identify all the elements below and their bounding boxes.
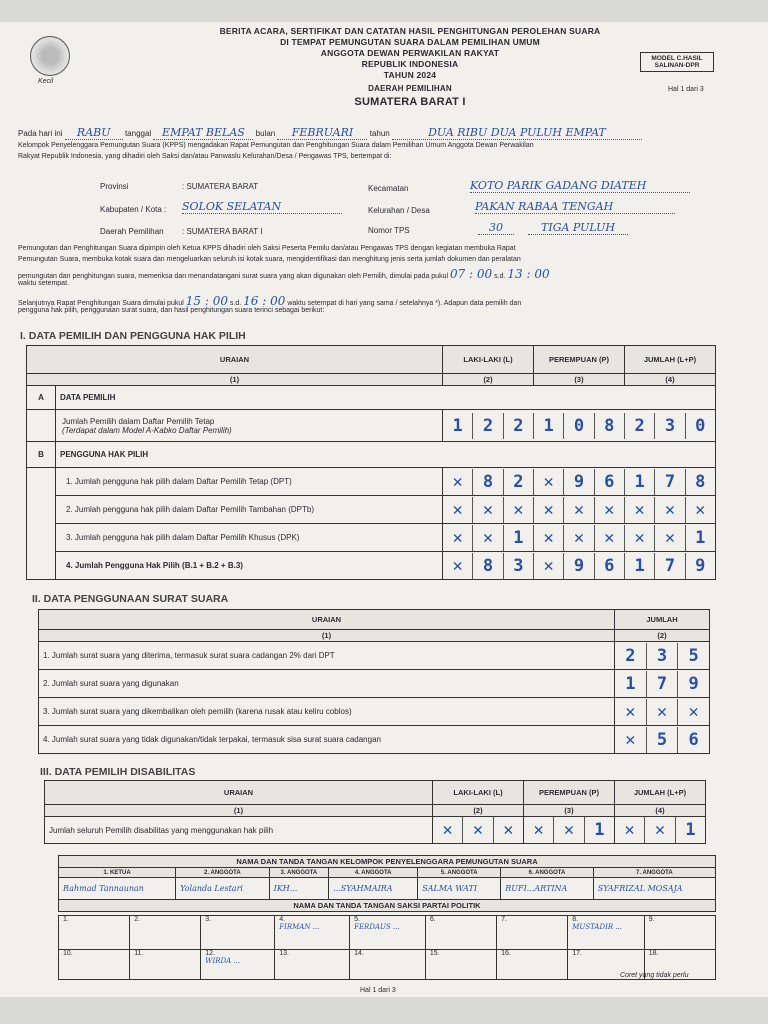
- paragraph-5-line: [18, 294, 758, 308]
- s1-b-row-4-label: 4. Jumlah Pengguna Hak Pilih (B.1 + B.2 + B.3): [56, 552, 443, 580]
- s1-b2-digit-5: ✕: [563, 497, 593, 523]
- s1-a-row: [56, 410, 443, 442]
- s1-b4-digit-3: 3: [503, 553, 533, 579]
- logo-caption: Kecil: [38, 78, 54, 85]
- paragraph-3-line: [18, 267, 758, 281]
- s2-row-1-digits: [615, 643, 709, 669]
- s1-b2-digit-7: ✕: [624, 497, 654, 523]
- saksi-cell-2: 2.: [130, 916, 201, 950]
- kecamatan-label: Kecamatan: [368, 184, 409, 193]
- s1-b1-digit-1: ✕: [452, 471, 463, 492]
- s3-col-l: LAKI-LAKI (L): [433, 781, 524, 805]
- provinsi-label: Provinsi: [100, 182, 129, 191]
- s2-row-4-digits: [615, 727, 709, 753]
- s3-num-1: (1): [45, 805, 433, 817]
- s1-b1-digit-2: 8: [472, 469, 502, 495]
- s2-num-2: (2): [615, 630, 710, 642]
- section-3-table: [44, 780, 706, 844]
- s1-a-digit-1: 1: [452, 415, 463, 436]
- kabupaten-value: SOLOK SELATAN: [182, 200, 342, 214]
- s2-row-1-label: 1. Jumlah surat suara yang diterima, termasuk surat suara cadangan 2% dari DPT: [39, 642, 615, 670]
- s1-a-digit-6: 8: [594, 413, 624, 439]
- s2-1-digit-2: 3: [646, 643, 678, 669]
- header-line-5: TAHUN 2024: [383, 70, 437, 80]
- s3-row-label: Jumlah seluruh Pemilih disabilitas yang menggunakan hak pilih: [45, 817, 433, 844]
- s2-col-jumlah: JUMLAH: [615, 610, 710, 630]
- paragraph-1: Pemungutan dan Penghitungan Suara dipimpin oleh Ketua KPPS dihadiri oleh Saksi Peserta Pemilu dan/atau Pengawas TPS dengan kegiatan membuka Rapat: [18, 245, 516, 252]
- s3-p_digits-digit-1: ✕: [533, 820, 544, 840]
- daerah-label: DAERAH PEMILIHAN: [368, 84, 452, 93]
- footer-note: Coret yang tidak perlu: [620, 972, 689, 979]
- kpps-role-6: 6. ANGGOTA: [501, 868, 594, 878]
- s1-b-row-4-digits: [443, 553, 715, 579]
- s1-a-digit-3: 2: [503, 413, 533, 439]
- s1-col-p: PEREMPUAN (P): [534, 346, 625, 374]
- s1-b2-digit-1: ✕: [452, 499, 463, 520]
- bulan-label: bulan: [255, 129, 276, 138]
- saksi-cell-9: 9.: [644, 916, 715, 950]
- s1-a-digits: [443, 413, 715, 439]
- time-start: 07 : 00: [449, 267, 493, 281]
- kpps-name-3: IKH...: [269, 878, 328, 900]
- s1-b-row-2-digits: [443, 497, 715, 523]
- s3-l-digits: [433, 817, 523, 843]
- time-count-end: 16 : 00: [243, 294, 286, 308]
- s2-3-digit-3: ✕: [677, 699, 709, 725]
- s2-row-3-digits: [615, 699, 709, 725]
- tanggal-value: EMPAT BELAS: [153, 126, 253, 140]
- hari-value: RABU: [65, 126, 123, 140]
- s1-b4-digit-2: 8: [472, 553, 502, 579]
- s1-b-letter: B: [27, 442, 56, 468]
- s1-num-2: (2): [443, 374, 534, 386]
- intro-text-1: Kelompok Penyelenggara Pemungutan Suara (KPPS) mengadakan Rapat Pemungutan dan Penghitungan Suara dalam Pemilihan Umum Anggota Dewan Perwakilan: [18, 142, 534, 149]
- s1-b3-digit-3: 1: [503, 525, 533, 551]
- s2-row-2-label: 2. Jumlah surat suara yang digunakan: [39, 670, 615, 698]
- s1-b1-digit-4: ✕: [533, 469, 563, 495]
- kpps-name-5: SALMA WATI: [418, 878, 501, 900]
- s1-b1-digit-8: 7: [654, 469, 684, 495]
- s3-t-digits: [615, 817, 705, 843]
- dapil-value: : SUMATERA BARAT I: [182, 227, 263, 236]
- s1-num-1: (1): [27, 374, 443, 386]
- saksi-cell-8: 8. MUSTADIR ...: [568, 916, 645, 950]
- kabupaten-label: Kabupaten / Kota :: [100, 205, 167, 214]
- s2-row-2-digits: [615, 671, 709, 697]
- s2-3-digit-2: ✕: [646, 699, 678, 725]
- s1-b1-digit-6: 6: [594, 469, 624, 495]
- saksi-cell-7: 7.: [497, 916, 568, 950]
- saksi-name-4: FIRMAN ...: [279, 923, 320, 931]
- saksi-cell-18: 18.: [644, 950, 715, 980]
- kpps-name-1: Rahmad Tannaunan: [59, 878, 176, 900]
- s3-col-uraian: URAIAN: [45, 781, 433, 805]
- s2-col-uraian: URAIAN: [39, 610, 615, 630]
- saksi-cell-3: 3.: [201, 916, 275, 950]
- intro-date-line: [18, 126, 748, 140]
- header-line-4: REPUBLIK INDONESIA: [361, 59, 459, 69]
- time-count-start: 15 : 00: [185, 294, 228, 308]
- s1-b4-digit-4: ✕: [533, 553, 563, 579]
- s3-l_digits-digit-2: ✕: [462, 817, 492, 843]
- s1-b3-digit-4: ✕: [533, 525, 563, 551]
- provinsi-value: : SUMATERA BARAT: [182, 182, 259, 191]
- s1-a-digit-7: 2: [624, 413, 654, 439]
- section-2-title: II. DATA PENGGUNAAN SURAT SUARA: [32, 593, 229, 605]
- s1-a-digit-5: 0: [563, 413, 593, 439]
- s3-num-4: (4): [615, 805, 706, 817]
- s2-4-digit-1: ✕: [625, 729, 636, 750]
- saksi-name-8: MUSTADIR ...: [572, 923, 623, 931]
- s1-b3-digit-5: ✕: [563, 525, 593, 551]
- s1-b4-digit-7: 1: [624, 553, 654, 579]
- s2-4-digit-2: 5: [646, 727, 678, 753]
- s1-b2-digit-6: ✕: [594, 497, 624, 523]
- s3-p_digits-digit-2: ✕: [553, 817, 583, 843]
- s1-b-row-1-label: 1. Jumlah pengguna hak pilih dalam Daftar Pemilih Tetap (DPT): [56, 468, 443, 496]
- s3-num-3: (3): [524, 805, 615, 817]
- section-1-title: I. DATA PEMILIH DAN PENGGUNA HAK PILIH: [20, 330, 246, 342]
- s2-num-1: (1): [39, 630, 615, 642]
- kpps-name-2: Yolanda Lestari: [176, 878, 270, 900]
- s3-t_digits-digit-1: ✕: [624, 820, 635, 840]
- tps-words: TIGA PULUH: [528, 221, 628, 235]
- intro-text-2: Rakyat Republik Indonesia, yang dihadiri oleh Saksi dan/atau Panwaslu Kelurahan/Desa / Pengawas TPS, bertempat di:: [18, 153, 392, 160]
- section-1-table: [26, 345, 716, 580]
- s1-a-letter: A: [27, 386, 56, 410]
- s2-3-digit-1: ✕: [625, 701, 636, 722]
- kpps-name-6: RUFI...ARTINA: [501, 878, 594, 900]
- kpps-role-2: 2. ANGGOTA: [176, 868, 270, 878]
- sd-2: s.d.: [229, 300, 242, 307]
- dapil-label: Daerah Pemilihan: [100, 227, 164, 236]
- kpps-signature-table: [58, 855, 716, 912]
- pada-hari-label: Pada hari ini: [18, 129, 63, 138]
- tps-value: 30: [478, 221, 514, 235]
- s1-b2-digit-2: ✕: [472, 497, 502, 523]
- s1-b2-digit-4: ✕: [533, 497, 563, 523]
- s2-4-digit-3: 6: [677, 727, 709, 753]
- s1-b-row-3-label: 3. Jumlah pengguna hak pilih dalam Daftar Pemilih Khusus (DPK): [56, 524, 443, 552]
- s3-t_digits-digit-3: 1: [675, 817, 705, 843]
- s1-b4-digit-1: ✕: [452, 555, 463, 576]
- s2-2-digit-3: 9: [677, 671, 709, 697]
- s3-p_digits-digit-3: 1: [584, 817, 614, 843]
- s1-col-total: JUMLAH (L+P): [625, 346, 716, 374]
- s1-b3-digit-1: ✕: [452, 527, 463, 548]
- s2-1-digit-3: 5: [677, 643, 709, 669]
- s1-b1-digit-7: 1: [624, 469, 654, 495]
- saksi-cell-15: 15.: [425, 950, 496, 980]
- s1-b3-digit-8: ✕: [654, 525, 684, 551]
- saksi-cell-14: 14.: [350, 950, 426, 980]
- kecamatan-value: KOTO PARIK GADANG DIATEH: [470, 179, 690, 193]
- saksi-title: NAMA DAN TANDA TANGAN SAKSI PARTAI POLITIK: [59, 900, 716, 912]
- s1-b-row-2-label: 2. Jumlah pengguna hak pilih dalam Daftar Pemilih Tambahan (DPTb): [56, 496, 443, 524]
- header-line-3: ANGGOTA DEWAN PERWAKILAN RAKYAT: [320, 48, 500, 58]
- paragraph-6: waktu setempat di hari yang sama / setelahnya *). Adapun data pemilih dan: [287, 300, 522, 307]
- s1-col-uraian: URAIAN: [27, 346, 443, 374]
- kpps-role-4: 4. ANGGOTA: [329, 868, 418, 878]
- saksi-cell-17: 17.: [568, 950, 645, 980]
- s2-2-digit-2: 7: [646, 671, 678, 697]
- section-3-title: III. DATA PEMILIH DISABILITAS: [40, 766, 196, 778]
- s1-b1-digit-9: 8: [685, 469, 715, 495]
- saksi-name-12: WIRDA ...: [205, 957, 241, 965]
- s3-p-digits: [524, 817, 614, 843]
- s3-l_digits-digit-1: ✕: [442, 820, 453, 840]
- saksi-cell-13: 13.: [275, 950, 350, 980]
- tahun-label: tahun: [369, 129, 390, 138]
- kpps-role-1: 1. KETUA: [59, 868, 176, 878]
- s1-a-digit-4: 1: [533, 413, 563, 439]
- saksi-cell-5: 5. FERDAUS ...: [350, 916, 426, 950]
- page-number: Hal 1 dari 3: [668, 86, 704, 93]
- s1-col-l: LAKI-LAKI (L): [443, 346, 534, 374]
- header-line-2: DI TEMPAT PEMUNGUTAN SUARA DALAM PEMILIHAN UMUM: [280, 37, 540, 47]
- s1-a-row-note: (Terdapat dalam Model A-Kabko Daftar Pemilih): [62, 425, 232, 435]
- daerah-value: SUMATERA BARAT I: [354, 96, 466, 108]
- tahun-value: DUA RIBU DUA PULUH EMPAT: [392, 126, 642, 140]
- s1-b2-digit-8: ✕: [654, 497, 684, 523]
- paragraph-3: pemungutan dan penghitungan suara, memeriksa dan menandatangani surat suara yang akan digunakan oleh Pemilih, dimulai pada pukul: [18, 273, 449, 280]
- s2-row-4-label: 4. Jumlah surat suara yang tidak digunakan/tidak terpakai, termasuk sisa surat suara cadangan: [39, 726, 615, 754]
- saksi-cell-12: 12. WIRDA ...: [201, 950, 275, 980]
- paragraph-2: Pemungutan Suara, membuka kotak suara dan mengeluarkan seluruh isi kotak suara, mengidentifikasi dan menghitung jenis serta jumlah dokumen dan peralatan: [18, 256, 521, 263]
- s1-b4-digit-8: 7: [654, 553, 684, 579]
- s1-b2-digit-9: ✕: [685, 497, 715, 523]
- s1-b3-digit-7: ✕: [624, 525, 654, 551]
- s1-a-digit-2: 2: [472, 413, 502, 439]
- saksi-cell-4: 4. FIRMAN ...: [275, 916, 350, 950]
- s1-a-digit-8: 3: [654, 413, 684, 439]
- paragraph-7: pengguna hak pilih, penggunaan surat suara, dan hasil penghitungan suara terinci sebagai berikut:: [18, 307, 325, 314]
- s2-2-digit-1: 1: [625, 673, 636, 694]
- bulan-value: FEBRUARI: [277, 126, 367, 140]
- s3-t_digits-digit-2: ✕: [644, 817, 674, 843]
- s1-b2-digit-3: ✕: [503, 497, 533, 523]
- kpps-name-4: ...SYAHMAIRA: [329, 878, 418, 900]
- kelurahan-label: Kelurahan / Desa: [368, 206, 430, 215]
- s1-b4-digit-9: 9: [685, 553, 715, 579]
- s3-num-2: (2): [433, 805, 524, 817]
- saksi-cell-16: 16.: [497, 950, 568, 980]
- kpu-logo-icon: [30, 36, 70, 76]
- s2-1-digit-1: 2: [625, 645, 636, 666]
- s1-b4-digit-5: 9: [563, 553, 593, 579]
- kpps-role-3: 3. ANGGOTA: [269, 868, 328, 878]
- kpps-role-7: 7. ANGGOTA: [593, 868, 715, 878]
- s1-b-row-3-digits: [443, 525, 715, 551]
- s1-b4-digit-6: 6: [594, 553, 624, 579]
- tanggal-label: tanggal: [124, 129, 152, 138]
- model-box: MODEL C.HASIL SALINAN-DPR: [640, 52, 714, 72]
- header-line-1: BERITA ACARA, SERTIFIKAT DAN CATATAN HASIL PENGHITUNGAN PEROLEHAN SUARA: [219, 26, 601, 36]
- document-page: [0, 22, 768, 997]
- tps-label: Nomor TPS: [368, 226, 410, 235]
- sd-1: s.d.: [494, 273, 506, 280]
- s1-b1-digit-3: 2: [503, 469, 533, 495]
- saksi-cell-1: 1.: [59, 916, 130, 950]
- s3-col-p: PEREMPUAN (P): [524, 781, 615, 805]
- s1-num-4: (4): [625, 374, 716, 386]
- time-end: 13 : 00: [507, 267, 550, 281]
- footer-page: Hal 1 dari 3: [360, 987, 396, 994]
- s1-b3-digit-2: ✕: [472, 525, 502, 551]
- s1-a-row-label: Jumlah Pemilih dalam Daftar Pemilih Tetap: [62, 416, 215, 426]
- s3-col-total: JUMLAH (L+P): [615, 781, 706, 805]
- s1-b1-digit-5: 9: [563, 469, 593, 495]
- paragraph-4: waktu setempat.: [18, 280, 69, 287]
- saksi-cell-10: 10.: [59, 950, 130, 980]
- saksi-cell-11: 11.: [130, 950, 201, 980]
- s1-b3-digit-6: ✕: [594, 525, 624, 551]
- paragraph-5: Selanjutnya Rapat Penghitungan Suara dimulai pukul: [18, 300, 184, 307]
- s1-num-3: (3): [534, 374, 625, 386]
- saksi-name-5: FERDAUS ...: [354, 923, 400, 931]
- kelurahan-value: PAKAN RABAA TENGAH: [475, 200, 675, 214]
- s2-row-3-label: 3. Jumlah surat suara yang dikembalikan oleh pemilih (karena rusak atau keliru coblos): [39, 698, 615, 726]
- kpps-role-5: 5. ANGGOTA: [418, 868, 501, 878]
- kpps-name-7: SYAFRIZAL MOSAJA: [593, 878, 715, 900]
- kpps-title: NAMA DAN TANDA TANGAN KELOMPOK PENYELENGGARA PEMUNGUTAN SUARA: [59, 856, 716, 868]
- section-2-table: [38, 609, 710, 754]
- s1-b-row-1-digits: [443, 469, 715, 495]
- saksi-signature-table: [58, 915, 716, 980]
- s1-a-digit-9: 0: [685, 413, 715, 439]
- saksi-cell-6: 6.: [425, 916, 496, 950]
- s1-a-title: DATA PEMILIH: [56, 386, 716, 410]
- s1-b-title: PENGGUNA HAK PILIH: [56, 442, 716, 468]
- s1-b3-digit-9: 1: [685, 525, 715, 551]
- s3-l_digits-digit-3: ✕: [493, 817, 523, 843]
